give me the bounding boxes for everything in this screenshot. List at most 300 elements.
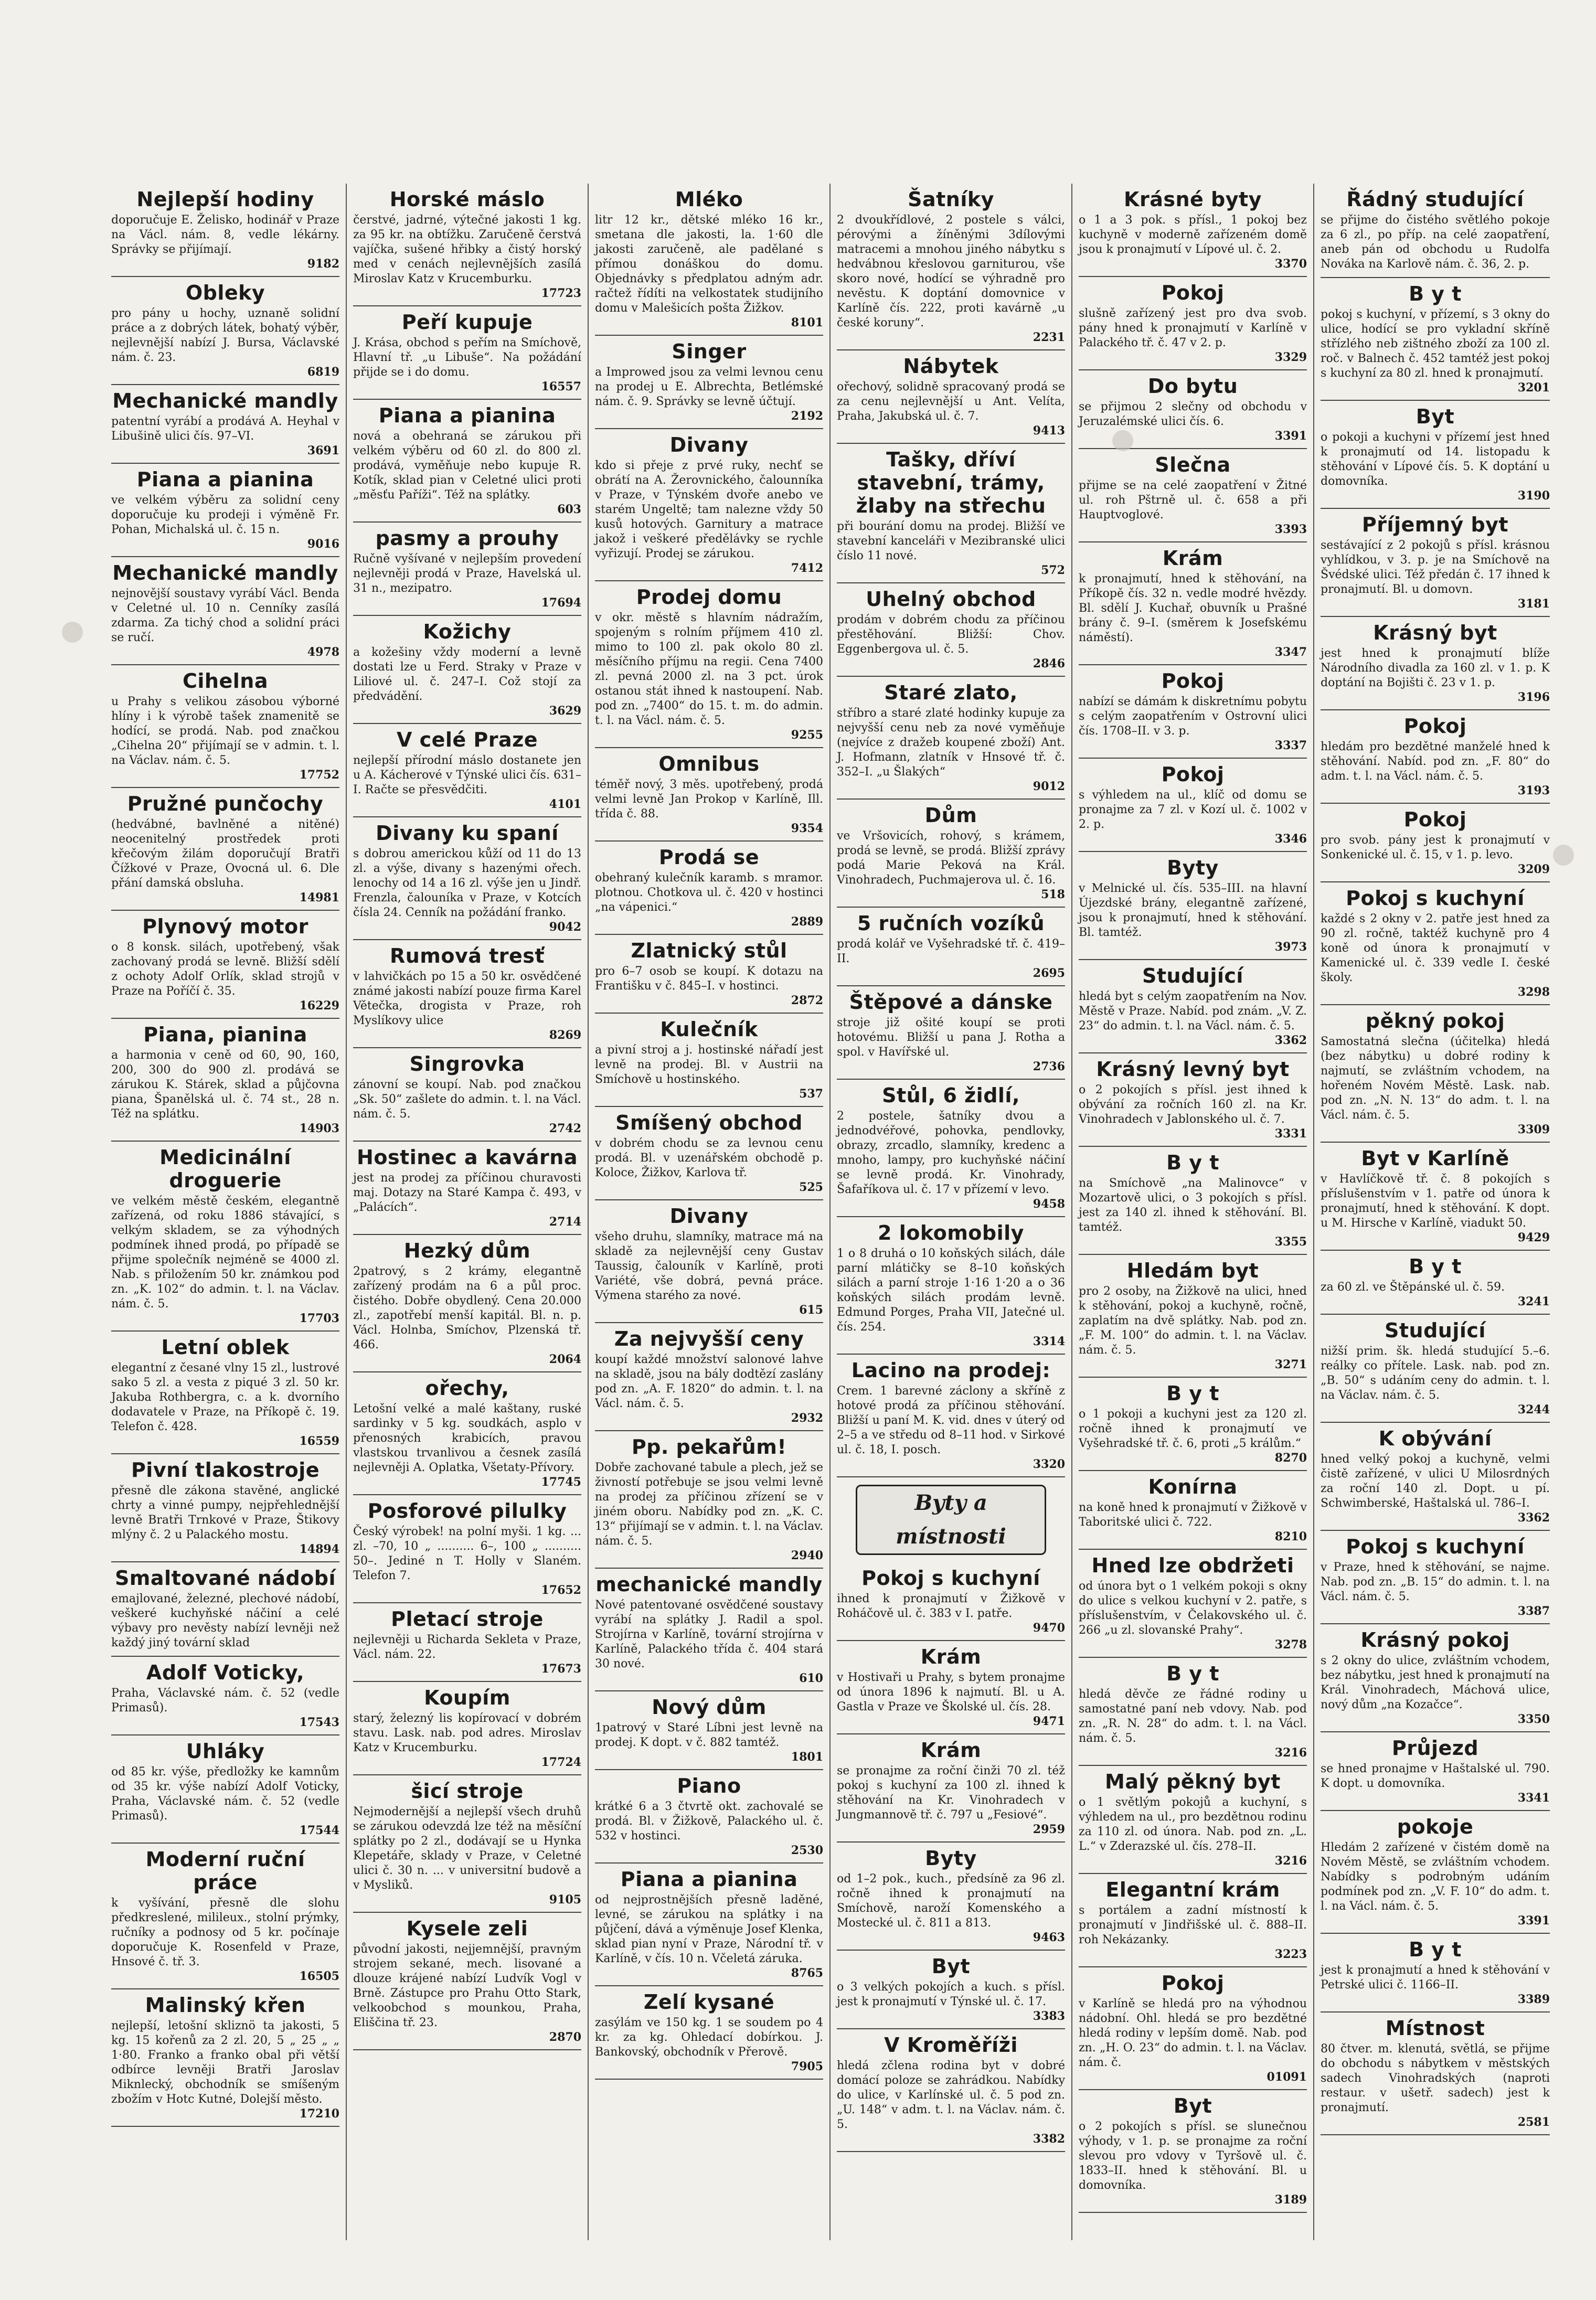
- ad-body: k pronajmutí, hned k stěhování, na Příkopě čís. 32 n. vedle modré hvězdy. Bl. sdělí J. Kuchař, obuvník u Prašné brány č. 9–I. (směrem k Josefskému náměstí).: [1079, 572, 1307, 644]
- classified-ad: [111, 1142, 339, 1332]
- newspaper-page: [105, 184, 1558, 2240]
- ad-body: Dobře zachované tabule a plech, jež se živností potřebuje se jsou velmi levně na prodej za příčinou zřízení se v jiném oboru. Nabídky pod zn. „K. C. 13“ přijímají se v admin. t. l. na Václav. nám. č. 5.: [595, 1461, 823, 1548]
- ad-title: Kysele zeli: [406, 1917, 528, 1940]
- ad-number: 17745: [541, 1475, 581, 1489]
- ad-title: Pružné punčochy: [127, 792, 324, 815]
- classified-ad: [1079, 1874, 1307, 1967]
- ad-number: 518: [1041, 888, 1065, 901]
- ad-body: 2patrový, s 2 krámy, elegantně zařízený prodám na 6 a půl proc. čistého. Dobře obydlený. Cena 20.000 zl., zapotřebí menší kapitál. Bl. n. p. Václ. Holnba, Smíchov, Plzenská tř. 466.: [353, 1265, 581, 1351]
- classified-ad: [837, 800, 1065, 908]
- ad-body: od 85 kr. výše, předložky ke kamnům od 35 kr. výše nabízí Adolf Voticky, Praha, Václavské nám. č. 52 (vedle Primasů).: [111, 1765, 339, 1823]
- ad-title: Moderní ruční práce: [145, 1848, 305, 1894]
- classified-ad: [1079, 1255, 1307, 1378]
- ad-number: 2695: [1033, 966, 1065, 980]
- classified-ad: [111, 788, 339, 911]
- ad-body: s 2 okny do ulice, zvláštním vchodem, bez nábytku, jest hned k pronajmutí na Král. Vinohradech, Máchová ulice, nový dům „na Kozačce“.: [1321, 1654, 1550, 1711]
- ad-number: 3216: [1274, 1746, 1307, 1760]
- ad-body: přijme se na celé zaopatření v Žitné ul. roh Pštrně ul. č. 658 a při Hauptvoglové.: [1079, 479, 1307, 521]
- classified-ad: [111, 1454, 339, 1562]
- ad-number: 3331: [1274, 1127, 1307, 1141]
- scan-spot: [1112, 430, 1133, 451]
- classified-ad: [1321, 1143, 1550, 1251]
- classified-ad: [595, 184, 823, 336]
- classified-ad: [1321, 882, 1550, 1005]
- ad-number: 3244: [1517, 1403, 1550, 1417]
- ad-title: Nový dům: [652, 1696, 767, 1719]
- ad-title: pěkný pokoj: [1365, 1009, 1505, 1032]
- ad-title: Konírna: [1148, 1475, 1238, 1498]
- classified-ad: [1079, 542, 1307, 665]
- ad-title: Lacino na prodej:: [851, 1359, 1051, 1382]
- classified-ad: [111, 277, 339, 385]
- ad-number: 2192: [791, 409, 823, 423]
- ad-number: 17544: [299, 1824, 339, 1837]
- classified-ad: [353, 817, 581, 940]
- classified-ad: [595, 1770, 823, 1864]
- ad-number: 9012: [1033, 780, 1065, 793]
- ad-title: Kožichy: [423, 620, 512, 643]
- classified-ad: [837, 1641, 1065, 1734]
- ad-body: přesně dle zákona stavěné, anglické chrty a vinné pumpy, nejpřehlednější levně Bratři Trnkové v Praze, Štikovy mlýny č. 2 u Palackého mostu.: [111, 1484, 339, 1541]
- ad-number: 16559: [299, 1434, 339, 1448]
- ad-number: 17703: [299, 1312, 339, 1325]
- ad-title: Mechanické mandly: [112, 389, 338, 412]
- ad-number: 3193: [1517, 784, 1550, 797]
- ad-body: kdo si přeje z prvé ruky, nechť se obrátí na A. Žerovnického, čalounníka v Praze, v Týnském dvoře anebo ve starém Ungeltě; tam nalezne vždy 50 kusů hotových. Garnitury a matrace jakož i veškeré předělávky se rychle vyřizují. Prodej se zárukou.: [595, 459, 823, 560]
- ad-body: se přijme do čistého světlého pokoje za 6 zl., po příp. na celé zaopatření, aneb pán od obchodu u Rudolfa Nováka na Karlově nám. č. 36, 2. p.: [1321, 214, 1550, 271]
- ad-number: 525: [799, 1180, 823, 1194]
- column: [589, 184, 831, 2240]
- ad-number: 2736: [1033, 1060, 1065, 1073]
- ad-number: 3223: [1274, 1947, 1307, 1961]
- ad-title: Dům: [924, 804, 977, 827]
- ad-body: a kožešiny vždy moderní a levně dostati lze u Ferd. Straky v Praze v Liliové ul. č. 247–I. Což stojí za předvádění.: [353, 646, 581, 703]
- ad-body: na Smíchově „na Malinovce“ v Mozartově ulici, o 3 pokojích s přísl. jest za 140 zl. ihned k stěhování. Bl. tamtéž.: [1079, 1177, 1307, 1234]
- ad-number: 3362: [1274, 1034, 1307, 1047]
- section-banner: Byty a místnosti: [856, 1485, 1046, 1555]
- ad-body: zánovní se koupí. Nab. pod značkou „Sk. 50“ zašlete do admin. t. l. na Václ. nám. č. 5.: [353, 1078, 581, 1121]
- ad-title: Obleky: [185, 281, 265, 304]
- ad-title: Plynový motor: [142, 915, 308, 938]
- ad-title: 5 ručních vozíků: [857, 912, 1045, 935]
- ad-body: při bourání domu na prodej. Bližší ve stavební kanceláři v Mezibranské ulici číslo 11 nové.: [837, 520, 1065, 562]
- ad-body: o 8 konsk. silách, upotřebený, však zachovaný prodá se levně. Bližší sdělí z ochoty Adolf Orlík, sklad strojů v Praze na Poříčí č. 35.: [111, 941, 339, 998]
- ad-number: 615: [799, 1303, 823, 1317]
- column: [347, 184, 589, 2240]
- ad-number: 17752: [299, 768, 339, 782]
- ad-title: ořechy,: [425, 1377, 509, 1400]
- ad-body: ihned k pronajmutí v Žižkově v Roháčově ul. č. 383 v I. patře.: [837, 1592, 1065, 1620]
- scan-spot: [62, 622, 83, 643]
- ad-number: 16229: [299, 999, 339, 1013]
- ad-body: Letošní velké a malé kaštany, ruské sardinky v 5 kg. soudkách, asplo v přenosných krabicích, pravou vlastskou trvanlivou a česnek zasílá nejlevněji A. Oplatka, Všetaty-Přívory.: [353, 1402, 581, 1474]
- ad-title: Nejlepší hodiny: [136, 188, 314, 211]
- ad-number: 3355: [1274, 1235, 1307, 1249]
- ad-number: 9182: [307, 257, 339, 271]
- ad-body: ořechový, solidně spracovaný prodá se za cenu nejlevnější u Ant. Velíta, Praha, Jakubská ul. č. 7.: [837, 380, 1065, 423]
- ad-body: jest k pronajmutí a hned k stěhování v Petrské ulici č. 1166–II.: [1321, 1964, 1550, 1992]
- ad-body: hledám pro bezdětné manželé hned k stěhování. Nabíd. pod zn. „F. 80“ do adm. t. l. na Václ. nám. č. 5.: [1321, 740, 1550, 783]
- classified-ad: [1079, 184, 1307, 277]
- ad-number: 17694: [541, 596, 581, 610]
- ad-body: a harmonia v ceně od 60, 90, 160, 200, 300 do 900 zl. prodává se zárukou K. Stárek, sklad a půjčovna piana, Španělská ul. č. 74 st., 28 n. Též na splátku.: [111, 1049, 339, 1121]
- classified-ad: [1321, 617, 1550, 710]
- ad-title: šicí stroje: [411, 1780, 524, 1803]
- ad-title: Krám: [920, 1739, 982, 1762]
- ad-title: pasmy a prouhy: [375, 527, 559, 550]
- classified-ad: [1321, 2012, 1550, 2135]
- classified-ad: [353, 1142, 581, 1235]
- ad-number: 9255: [791, 728, 823, 742]
- ad-title: Do bytu: [1147, 375, 1238, 398]
- ad-title: Smaltované nádobí: [114, 1567, 336, 1590]
- classified-ad: [353, 184, 581, 306]
- classified-ad: [837, 184, 1065, 350]
- ad-body: s dobrou americkou kůží od 11 do 13 zl. a výše, divany s hazenými ořech. lenochy od 14 a 16 zl. výše jen u Jindř. Frenzla, čalouníka v Praze, v Kotcích čísla 24. Cenník na požádání franko.: [353, 847, 581, 919]
- classified-ad: [111, 1019, 339, 1142]
- ad-number: 9471: [1033, 1715, 1065, 1728]
- ad-body: Hledám 2 zařízené v čistém domě na Novém Městě, se zvláštním vchodem. Nabídky s podrobným udáním podmínek pod zn. „V. F. 10“ do adm. t. l. na Václ. nám. č. 5.: [1321, 1841, 1550, 1913]
- ad-number: 2932: [791, 1411, 823, 1425]
- ad-body: nejlepší přírodní máslo dostanete jen u A. Kácherové v Týnské ulici čís. 631–I. Račte se přesvědčiti.: [353, 754, 581, 796]
- ad-number: 2870: [549, 2030, 581, 2044]
- ad-title: Hostinec a kavárna: [357, 1146, 578, 1169]
- ad-title: Kulečník: [660, 1018, 758, 1041]
- ad-number: 2940: [791, 1549, 823, 1562]
- classified-ad: [1321, 804, 1550, 882]
- ad-number: 3350: [1517, 1712, 1550, 1726]
- classified-ad: [595, 1986, 823, 2080]
- ad-number: 9016: [307, 537, 339, 551]
- ad-body: patentní vyrábí a prodává A. Heyhal v Libušině ulici čís. 97–VI.: [111, 415, 339, 443]
- ad-number: 3347: [1274, 645, 1307, 659]
- classified-ad: [837, 1843, 1065, 1951]
- classified-ad: [837, 350, 1065, 444]
- ad-number: 3387: [1517, 1604, 1550, 1618]
- ad-title: Pokoj: [1403, 715, 1467, 738]
- ad-number: 14894: [299, 1542, 339, 1556]
- ad-body: pro pány u hochy, uznaně solidní práce a z dobrých látek, bohatý výběr, nejlevnější nabízí J. Bursa, Václavské nám. č. 23.: [111, 307, 339, 364]
- ad-number: 9458: [1033, 1197, 1065, 1211]
- ad-number: 572: [1041, 563, 1065, 577]
- classified-ad: [1321, 278, 1550, 401]
- classified-ad: [353, 1495, 581, 1603]
- ad-body: s portálem a zadní místností k pronajmutí v Jindřišské ul. č. 888–II. roh Nekázanky.: [1079, 1904, 1307, 1946]
- ad-title: Krásný levný byt: [1096, 1058, 1290, 1081]
- ad-number: 3209: [1517, 862, 1550, 876]
- classified-ad: [1321, 509, 1550, 617]
- ad-title: Průjezd: [1391, 1737, 1479, 1760]
- classified-ad: [595, 429, 823, 581]
- column: [831, 184, 1072, 2240]
- ad-number: 3201: [1517, 381, 1550, 395]
- ad-number: 3362: [1517, 1511, 1550, 1525]
- classified-ad: [1079, 1766, 1307, 1874]
- classified-ad: [595, 581, 823, 748]
- ad-title: B y t: [1166, 1662, 1219, 1685]
- ad-number: 16505: [299, 1969, 339, 1983]
- ad-body: litr 12 kr., dětské mléko 16 kr., smetana dle jakosti, la. 1·60 dle jakosti zaručeně, ale padělané s přímou donáškou do domu. Objednávky s předplatou adným adr. račtež řídíti na velkostatek studijního domu v Malešicích pošta Žižkov.: [595, 214, 823, 315]
- ad-body: pokoj s kuchyní, v přízemí, s 3 okny do ulice, hodící se pro vykladní skříně střízlého neb zištného zboží za 100 zl. roč. v Balnech č. 452 tamtéž jest pokoj s kuchyní za 80 zl. hned k pronajmutí.: [1321, 308, 1550, 380]
- ad-body: se pronajme za roční činži 70 zl. též pokoj s kuchyní za 100 zl. ihned k stěhování na Kr. Vinohradech v Jungmannově tř. č. 797 u „Fesiové“.: [837, 1764, 1065, 1822]
- ad-title: Byt v Karlíně: [1361, 1147, 1509, 1170]
- ad-title: Krám: [1162, 547, 1223, 570]
- ad-title: Pokoj s kuchyní: [1346, 887, 1525, 910]
- classified-ad: [111, 184, 339, 277]
- ad-body: ve velkém městě českém, elegantně zařízená, od roku 1886 stávající, s velkým skladem, se za výhodných podmínek ihned prodá, po případě se přijme společník nejméně se 4000 zl. Nab. s přiložením 50 kr. známkou pod zn. „K. 102“ do admin. t. l. na Václav. nám. č. 5.: [111, 1195, 339, 1311]
- ad-body: prodá kolář ve Vyšehradské tř. č. 419–II.: [837, 938, 1065, 965]
- classified-ad: [1321, 1732, 1550, 1811]
- ad-number: 2846: [1033, 657, 1065, 670]
- ad-title: Malý pěkný byt: [1105, 1770, 1281, 1793]
- ad-title: Omnibus: [658, 752, 760, 775]
- classified-ad: [1079, 1658, 1307, 1766]
- ad-body: se přijmou 2 slečny od obchodu v Jeruzalémské ulici čís. 6.: [1079, 400, 1307, 428]
- ad-body: Nové patentované osvědčené soustavy vyrábí na splátky J. Radil a spol. Strojírna v Karlíně, tovární strojírna v Karlíně, Palackého třída č. 404 stará 30 nové.: [595, 1599, 823, 1670]
- ad-number: 3341: [1517, 1791, 1550, 1805]
- ad-title: Prodá se: [658, 846, 760, 869]
- classified-ad: [595, 1569, 823, 1691]
- ad-number: 3320: [1033, 1457, 1065, 1471]
- ad-body: hned velký pokoj a kuchyně, velmi čistě zařízené, v ulici U Milosrdných za roční 140 zl. Dopt. u pí. Schwimberské, Haštalská ul. 786–I.: [1321, 1453, 1550, 1510]
- ad-number: 2530: [791, 1844, 823, 1857]
- ad-body: každé s 2 okny v 2. patře jest hned za 90 zl. ročně, taktéž kuchyně pro 4 koně od února k pronajmutí v Kamenické ul. č. 339 vedle I. české školy.: [1321, 912, 1550, 984]
- classified-ad: [353, 1048, 581, 1142]
- ad-title: Byt: [1173, 2094, 1212, 2117]
- classified-ad: [595, 1691, 823, 1770]
- classified-ad: [837, 1217, 1065, 1355]
- ad-body: s výhledem na ul., klíč od domu se pronajme za 7 zl. v Kozí ul. č. 1002 v 2. p.: [1079, 789, 1307, 831]
- ad-body: emajlované, železné, plechové nádobí, veškeré kuchyňské náčiní a celé výbavy pro nevěsty nabízí levněji než každý jiný tovární sklad: [111, 1592, 339, 1649]
- classified-ad: [111, 1657, 339, 1735]
- ad-number: 1801: [791, 1750, 823, 1764]
- ad-number: 3382: [1033, 2132, 1065, 2146]
- ad-body: doporučuje E. Želisko, hodinář v Praze na Václ. nám. 8, vedle lékárny. Správky se přijímají.: [111, 214, 339, 256]
- ad-number: 3196: [1517, 690, 1550, 704]
- classified-ad: [111, 1989, 339, 2127]
- ad-body: o 1 světlým pokojů a kuchyní, s výhledem na ul., pro bezdětnou rodinu za 110 zl. od února. Nab. pod zn. „L. L.“ v Zderazské ul. čís. 278–II.: [1079, 1796, 1307, 1853]
- classified-ad: [1079, 1147, 1307, 1255]
- ad-body: u Prahy s velikou zásobou výborné hlíny i k výrobě tašek znamenitě se hodící, se prodá. Nab. pod značkou „Cihelna 20“ přijímají se v admin. t. l. na Václav. nám. č. 5.: [111, 695, 339, 767]
- ad-number: 14981: [299, 891, 339, 904]
- classified-ad: [1079, 852, 1307, 960]
- ad-title: K obývání: [1378, 1427, 1492, 1450]
- ad-number: 17210: [299, 2107, 339, 2121]
- ad-body: nejlevněji u Richarda Sekleta v Praze, Václ. nám. 22.: [353, 1633, 581, 1661]
- ad-title: Prodej domu: [636, 585, 782, 609]
- ad-body: elegantní z česané vlny 15 zl., lustrové sako 5 zl. a vesta z piqué 3 zl. 50 kr. Jakuba Rothbergra, c. a k. dvorního dodavatele v Praze, na Příkopě č. 19. Telefon č. 428.: [111, 1361, 339, 1433]
- classified-ad: [837, 444, 1065, 583]
- classified-ad: [353, 306, 581, 400]
- ad-body: Ručně vyšívané v nejlepším provedení nejlevněji prodá v Praze, Havelská ul. 31 n., mezipatro.: [353, 552, 581, 595]
- ad-number: 610: [799, 1671, 823, 1685]
- ad-body: od února byt o 1 velkém pokoji s okny do ulice s velkou kuchyní v 2. patře, s příslušenstvím, v Čelakovského ul. č. 266 „u zl. slovanské Prahy“.: [1079, 1580, 1307, 1637]
- classified-ad: [353, 1603, 581, 1682]
- classified-ad: [1079, 960, 1307, 1053]
- ad-title: Za nejvyšší ceny: [614, 1327, 804, 1350]
- ad-title: Místnost: [1385, 2017, 1485, 2040]
- classified-ad: [353, 523, 581, 616]
- classified-ad: [1079, 1471, 1307, 1550]
- ad-number: 9463: [1033, 1931, 1065, 1944]
- ad-body: Český výrobek! na polní myši. 1 kg. ... zl. –70, 10 „ .......... 6–, 100 „ .......... 50–. Jediné n T. Holly v Slaném. Telefon 7.: [353, 1525, 581, 1582]
- classified-ad: [595, 748, 823, 842]
- classified-ad: [111, 911, 339, 1019]
- classified-ad: [837, 1562, 1065, 1641]
- classified-ad: [1079, 1378, 1307, 1471]
- ad-title: Zelí kysané: [643, 1990, 775, 2014]
- ad-body: 2 dvoukřídlové, 2 postele s válci, pérovými a žíněnými 3dílovými matracemi a mnohou jiného nábytku s hedvábnou křeslovou garniturou, vše skoro nové, hodící se výhradně pro nevěstu. K doptání domovnice v Karlíně čís. 222, proti kavárně „u české koruny“.: [837, 214, 1065, 329]
- ad-body: stříbro a staré zlaté hodinky kupuje za nejvyšší cenu neb za nové vyměňuje (nejvíce z dražeb koupené zboží) Ant. J. Hofmann, zlatník v Hnsové tř. č. 352–I. „u Šlakých“: [837, 707, 1065, 779]
- classified-ad: [111, 557, 339, 665]
- ad-body: nabízí se dámám k diskretnímu pobytu s celým zaopatřením v Ostrovní ulici čís. 1708–II. v 3. p.: [1079, 695, 1307, 738]
- classified-ad: [111, 464, 339, 557]
- classified-ad: [353, 724, 581, 817]
- ad-title: Smíšený obchod: [615, 1111, 803, 1134]
- ad-number: 9105: [549, 1893, 581, 1907]
- ad-number: 8765: [791, 1966, 823, 1980]
- ad-body: o 2 pokojích s přísl. se slunečnou výhody, v 1. p. se pronajme za roční slevou pro vdovy v Tyršově ul. č. 1833–II. hned k stěhování. Bl. u domovníka.: [1079, 2120, 1307, 2192]
- column: [105, 184, 347, 2240]
- ad-number: 8269: [549, 1028, 581, 1042]
- ad-number: 3337: [1274, 739, 1307, 752]
- ad-title: Pokoj: [1161, 281, 1225, 304]
- classified-ad: [111, 1332, 339, 1454]
- classified-ad: [595, 935, 823, 1014]
- ad-title: Pokoj s kuchyní: [861, 1567, 1040, 1590]
- ad-title: Divany: [669, 1205, 749, 1228]
- ad-number: 3190: [1517, 489, 1550, 503]
- classified-ad: [1079, 1053, 1307, 1147]
- classified-ad: [353, 1775, 581, 1913]
- classified-ad: [837, 583, 1065, 677]
- ad-number: 3278: [1274, 1638, 1307, 1652]
- classified-ad: [837, 1080, 1065, 1217]
- ad-body: nejlepší, letošní skliznö ta jakosti, 5 kg. 15 kořenů za 2 zl. 20, 5 „ 25 „ „ 1·80. Franko a franko obal při větší odbírce levněji Bratři Jaroslav Miknlecký, obchodník se smíšeným zbožím v Hotc Kutné, Dolejší město.: [111, 2019, 339, 2106]
- ad-body: v dobrém chodu se za levnou cenu prodá. Bl. v uzenářském obchodě p. Koloce, Žižkov, Karlova tř.: [595, 1137, 823, 1179]
- ad-number: 9429: [1517, 1231, 1550, 1244]
- ad-title: Uhláky: [186, 1740, 265, 1763]
- ad-title: Stůl, 6 židlí,: [882, 1084, 1020, 1107]
- ad-body: nová a obehraná se zárukou při velkém výběru od 60 zl. do 800 zl. prodává, vyměňuje nebo kupuje R. Kotík, sklad pian v Celetné ulici proti „měsťu Paříži“. Též na splátky.: [353, 430, 581, 502]
- ad-number: 2959: [1033, 1823, 1065, 1836]
- ad-title: Staré zlato,: [884, 681, 1018, 704]
- column: [1314, 184, 1556, 2240]
- ad-number: 3309: [1517, 1123, 1550, 1136]
- ad-body: a Improwed jsou za velmi levnou cenu na prodej u E. Albrechta, Betlémské nám. č. 9. Správky se levně účtují.: [595, 366, 823, 408]
- classified-ad: [837, 1355, 1065, 1477]
- classified-ad: [1321, 1251, 1550, 1315]
- ad-body: (hedvábné, bavlněné a nitěné) neocenitelný prostředek proti křečovým žilám doporučují Bratři Čížkové v Praze, Ovocná ul. 6. Dle přání damská obsluha.: [111, 818, 339, 890]
- ad-body: všeho druhu, slamníky, matrace má na skladě za nejlevnější ceny Gustav Taussig, čalouník v Karlíně, proti Variété, vše dobrá, pevná práce. Výmena starého za nové.: [595, 1230, 823, 1302]
- ad-number: 2064: [549, 1353, 581, 1366]
- ad-title: Piana a pianina: [136, 468, 314, 491]
- ad-title: Mléko: [675, 188, 743, 211]
- classified-ad: [111, 1562, 339, 1657]
- classified-ad: [837, 677, 1065, 800]
- ad-number: 17724: [541, 1755, 581, 1769]
- classified-ad: [1079, 665, 1307, 759]
- ad-body: v lahvičkách po 15 a 50 kr. osvědčené známé jakosti nabízí pouze firma Karel Větečka, drogista v Praze, roh Myslíkovy ulice: [353, 970, 581, 1027]
- classified-ad: [353, 400, 581, 523]
- ad-number: 603: [557, 503, 581, 516]
- ad-body: v Praze, hned k stěhování, se najme. Nab. pod zn. „B. 15“ do admin. t. l. na Václ. nám. č. 5.: [1321, 1561, 1550, 1603]
- ad-body: v Havlíčkově tř. č. 8 pokojích s příslušenstvím v 1. patře od února k pronajmutí, hned k stěhování. K dopt. u M. Hirsche v Karlíně, viadukt 50.: [1321, 1173, 1550, 1230]
- ad-title: V celé Praze: [396, 728, 538, 751]
- classified-ad: [111, 665, 339, 788]
- ad-number: 3216: [1274, 1854, 1307, 1868]
- ad-title: Byty: [925, 1847, 977, 1870]
- ad-number: 2872: [791, 994, 823, 1007]
- classified-ad: [837, 2029, 1065, 2152]
- ad-body: pro 2 osoby, na Žižkově na ulici, hned k stěhování, pokoj a kuchyně, ročně, zaplatím na dvě splátky. Nab. pod zn. „F. M. 100“ do admin. t. l. na Václav. nám. č. 5.: [1079, 1285, 1307, 1357]
- ad-body: 80 čtver. m. klenutá, světlá, se přijme do obchodu s nábytkem v městských sadech Vinohradských (naproti restaur. v ušetř. sadech) jest k pronajmutí.: [1321, 2042, 1550, 2114]
- ad-body: nižší prim. šk. hledá studující 5.–6. reálky co přítele. Lask. nab. pod zn. „B. 50“ s udáním ceny do admin. t. l. na Václav. nám. č. 5.: [1321, 1345, 1550, 1402]
- ad-number: 2714: [549, 1215, 581, 1229]
- ad-body: stroje již ošité koupí se proti hotovému. Bližší u pana J. Rotha a spol. v Havířské ul.: [837, 1016, 1065, 1059]
- ad-title: Mechanické mandly: [112, 561, 338, 584]
- ad-number: 4978: [307, 645, 339, 659]
- ad-title: Štěpové a dánske: [849, 991, 1053, 1014]
- classified-ad: [595, 1323, 823, 1431]
- classified-ad: [353, 1913, 581, 2050]
- ad-title: Piano: [677, 1774, 741, 1797]
- classified-ad: [1079, 2090, 1307, 2213]
- classified-ad: [595, 1014, 823, 1107]
- ad-number: 6819: [307, 365, 339, 379]
- column: [1072, 184, 1314, 2240]
- ad-title: Nábytek: [903, 355, 999, 378]
- ad-body: koupí každé množství salonové lahve na skladě, jsou na bály dodtězí zaslány pod zn. „A. F. 1820“ do admin. t. l. na Václ. nám. č. 5.: [595, 1353, 823, 1410]
- classified-ad: [837, 908, 1065, 986]
- ad-body: Nejmodernější a nejlepší všech druhů se zárukou odevzdá lze též na měsíční splátky po 2 zl., dodávají se u Hynka Klepetáře, sklady v Praze, v Celetné ulici č. 30 n. ... v universitní budově a v Mysliků.: [353, 1805, 581, 1892]
- ad-number: 17723: [541, 286, 581, 300]
- ad-number: 3370: [1274, 257, 1307, 271]
- ad-number: 9042: [549, 920, 581, 934]
- ad-title: Peří kupuje: [401, 311, 533, 334]
- ad-title: Divany ku spaní: [376, 822, 559, 845]
- ad-number: 2581: [1517, 2115, 1550, 2129]
- ad-number: 3691: [307, 444, 339, 457]
- ad-number: 3391: [1274, 429, 1307, 443]
- ad-title: Krásný byt: [1373, 621, 1497, 644]
- ad-title: Uhelný obchod: [866, 588, 1036, 611]
- ad-title: Koupím: [424, 1686, 510, 1709]
- ad-body: čerstvé, jadrné, výtečné jakosti 1 kg. za 95 kr. na obtížku. Zaručeně čerstvá vajíčka, sušené hřibky a čistý horský med v cenách nejlevnějších zasílá Miroslav Katz v Krucemburku.: [353, 214, 581, 285]
- classified-ad: [595, 1431, 823, 1569]
- ad-number: 7412: [791, 561, 823, 575]
- ad-title: Pokoj: [1161, 1972, 1225, 1995]
- ad-title: B y t: [1409, 1938, 1462, 1961]
- ad-number: 3241: [1517, 1295, 1550, 1308]
- classified-ad: [837, 1951, 1065, 2029]
- ad-number: 16557: [541, 380, 581, 393]
- ad-title: Hned lze obdržeti: [1091, 1554, 1294, 1577]
- classified-ad: [837, 986, 1065, 1080]
- ad-title: Letní oblek: [161, 1336, 290, 1359]
- ad-body: jest hned k pronajmutí blíže Národního divadla za 160 zl. v 1. p. K doptání na Bojišti č. 23 v 1. p.: [1321, 647, 1550, 689]
- ad-body: jest na prodej za příčinou churavosti maj. Dotazy na Staré Kampa č. 493, v „Palácích“.: [353, 1172, 581, 1214]
- ad-number: 3346: [1274, 832, 1307, 846]
- ad-title: Pokoj: [1403, 808, 1467, 831]
- classified-ad: [1079, 759, 1307, 852]
- ad-body: pro 6–7 osob se koupí. K dotazu na Františku v č. 845–I. v hostinci.: [595, 965, 823, 993]
- ad-number: 3314: [1033, 1335, 1065, 1348]
- ad-body: na koně hned k pronajmutí v Žižkově v Taboritské ulici č. 722.: [1079, 1501, 1307, 1529]
- classified-ad: [1079, 1967, 1307, 2090]
- ad-title: Studující: [1385, 1319, 1486, 1342]
- ad-number: 3298: [1517, 985, 1550, 999]
